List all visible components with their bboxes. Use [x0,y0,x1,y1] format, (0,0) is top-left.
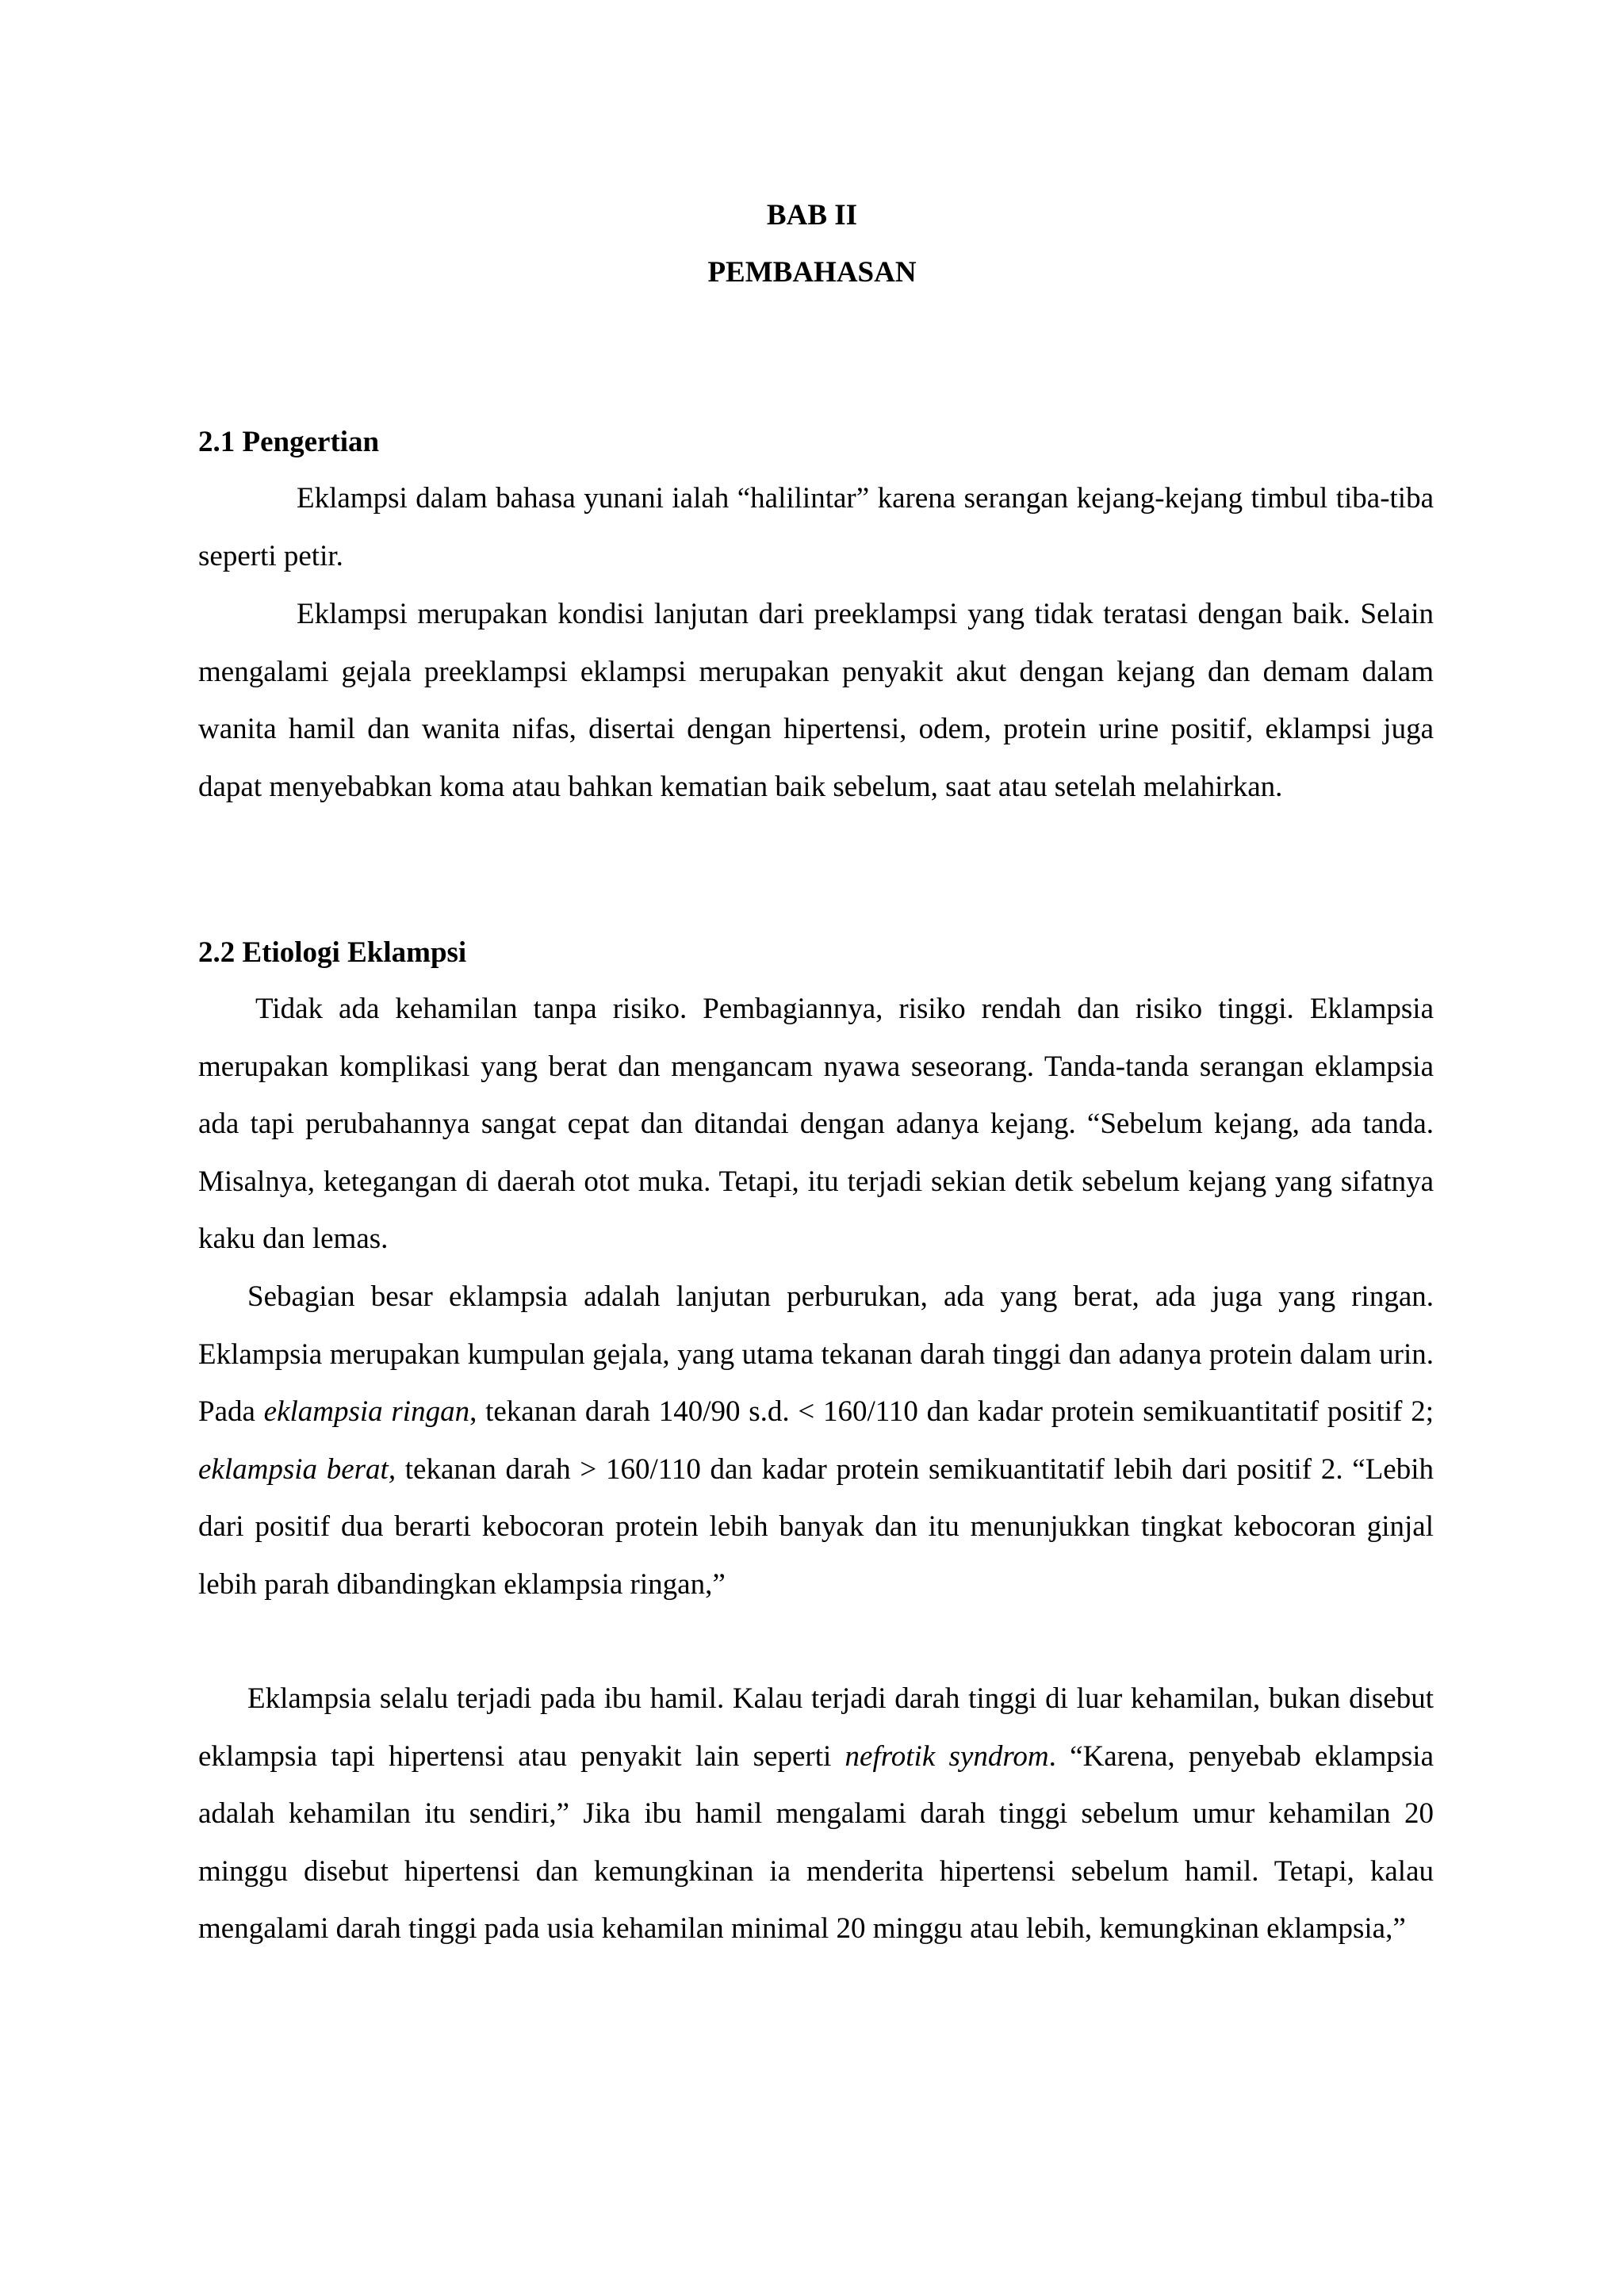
paragraph-text: , tekanan darah 140/90 s.d. < 160/110 dan kadar protein semikuantitatif positif 2; [469,1395,1434,1428]
paragraph-pengertian-2: Eklampsi merupakan kondisi lanjutan dari preeklampsi yang tidak teratasi dengan baik. Selain mengalami gejala preeklampsi eklampsi merupakan penyakit akut dengan kejang dan demam dalam wanita hamil dan wanita nifas, disertai dengan hipertensi, odem, protein urine positif, eklampsi juga dapat menyebabkan koma atau bahkan kematian baik sebelum, saat atau setelah melahirkan. [198,598,1434,803]
section-heading-pengertian: 2.1 Pengertian [198,426,380,458]
paragraph-text: . “Karena, penyebab eklampsia adalah kehamilan itu sendiri,” Jika ibu hamil mengalami darah tinggi sebelum umur kehamilan 20 minggu disebut hipertensi dan kemungkinan ia menderita hipertensi sebelum hamil. Tetapi, kalau mengalami darah tinggi pada usia kehamilan minimal 20 minggu atau lebih, kemungkinan eklampsia,” [198,1739,1434,1945]
chapter-title: PEMBAHASAN [707,256,917,289]
section-heading-etiologi: 2.2 Etiologi Eklampsi [198,936,467,969]
paragraph-etiologi-1: Tidak ada kehamilan tanpa risiko. Pembagiannya, risiko rendah dan risiko tinggi. Eklampsia merupakan komplikasi yang berat dan mengancam nyawa seseorang. Tanda-tanda serangan eklampsia ada tapi perubahannya sangat cepat dan ditandai dengan adanya kejang. “Sebelum kejang, ada tanda. Misalnya, ketegangan di daerah otot muka. Tetapi, itu terjadi sekian detik sebelum kejang yang sifatnya kaku dan lemas. [198,993,1434,1255]
paragraph-etiologi-2 [198,1269,1434,1613]
paragraph-text: Sebagian besar eklampsia adalah lanjutan perburukan, ada yang berat, ada juga yang ringan. Eklampsia merupakan kumpulan gejala, yang utama tekanan darah tinggi dan adanya protein dalam urin. Pada [198,1280,1434,1428]
paragraph-pengertian-1: Eklampsi dalam bahasa yunani ialah “halilintar” karena serangan kejang-kejang timbul tiba-tiba seperti petir. [198,482,1434,572]
chapter-label: BAB II [766,199,858,232]
italic-term: nefrotik syndrom [845,1739,1049,1773]
italic-term: eklampsia berat, [198,1452,396,1486]
italic-term: eklampsia ringan [263,1395,470,1428]
paragraph-text: Eklampsia selalu terjadi pada ibu hamil. Kalau terjadi darah tinggi di luar kehamilan, bukan disebut eklampsia tapi hipertensi atau penyakit lain seperti [198,1682,1434,1773]
paragraph-text: tekanan darah > 160/110 dan kadar protein semikuantitatif lebih dari positif 2. “Lebih dari positif dua berarti kebocoran protein lebih banyak dan itu menunjukkan tingkat kebocoran ginjal lebih parah dibandingkan eklampsia ringan,” [198,1452,1434,1601]
paragraph-etiologi-3 [198,1670,1434,1958]
